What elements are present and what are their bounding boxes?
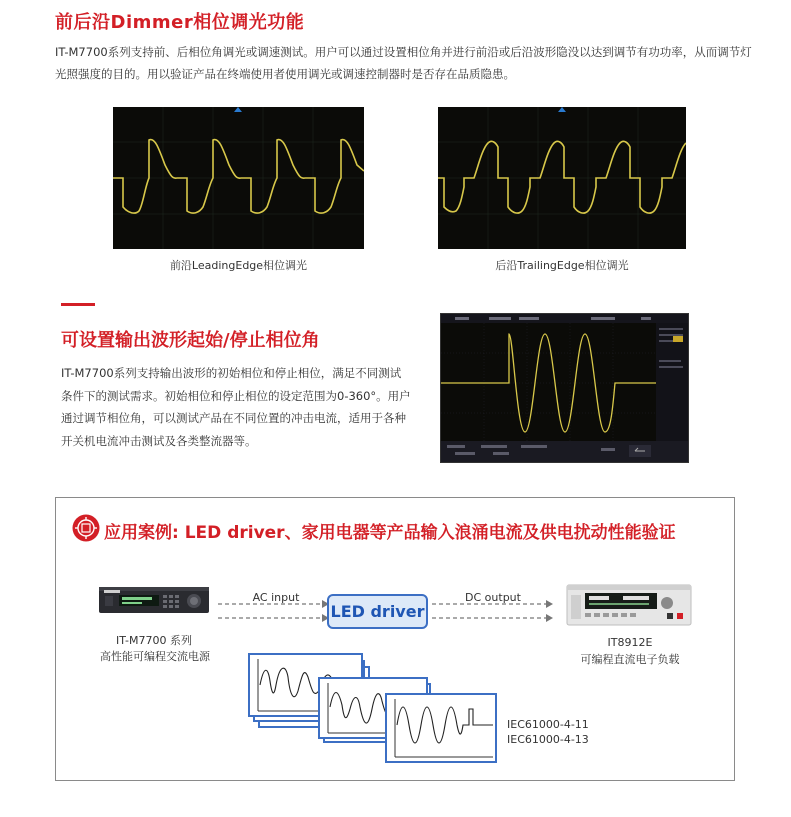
circuit-icon	[72, 514, 100, 542]
dc-load-device	[563, 583, 693, 627]
section-title-phase: 可设置输出波形起始/停止相位角	[61, 330, 320, 351]
standard-iec-4-11: IEC61000-4-11	[507, 718, 589, 731]
caption-leading-edge: 前沿LeadingEdge相位调光	[169, 259, 308, 272]
load-name: IT8912E	[607, 636, 653, 649]
phase-description: IT-M7700系列支持输出波形的初始相位和停止相位，满足不同测试条件下的测试需求。初始相位和停止相位的设定范围为0-360°。用户通过调节相位角，可以测试产品在不同位置的冲击电流，适用于各种开关机电流冲击测试及各类整流器等。	[61, 366, 411, 448]
led-driver-box: LED driver	[327, 594, 428, 629]
caption-trailing-edge: 后沿TrailingEdge相位调光	[495, 259, 629, 272]
dimmer-description: IT-M7700系列支持前、后相位角调光或调速测试。用户可以通过设置相位角并进行前沿或后沿波形隐没以达到调节有功功率，从而调节灯光照强度的目的。用以验证产品在终端使用者使用调光或调速控制器时是否存在品质隐患。	[55, 45, 752, 81]
section-divider	[61, 303, 95, 306]
scope-phase-angle	[440, 313, 689, 463]
source-name: IT-M7700 系列	[116, 634, 192, 647]
scope-leading-edge	[113, 107, 364, 249]
ac-source-device	[99, 586, 209, 614]
standard-iec-4-13: IEC61000-4-13	[507, 733, 589, 746]
waveform-panel-3	[385, 693, 497, 763]
source-description: 高性能可编程交流电源	[100, 650, 210, 663]
dc-output-label: DC output	[465, 591, 521, 604]
case-title: 应用案例: LED driver、家用电器等产品输入浪涌电流及供电扰动性能验证	[104, 523, 676, 543]
section-title-dimmer: 前后沿Dimmer相位调光功能	[55, 12, 305, 33]
load-description: 可编程直流电子负载	[580, 653, 680, 666]
scope-trailing-edge	[438, 107, 686, 249]
ac-input-label: AC input	[252, 591, 300, 604]
